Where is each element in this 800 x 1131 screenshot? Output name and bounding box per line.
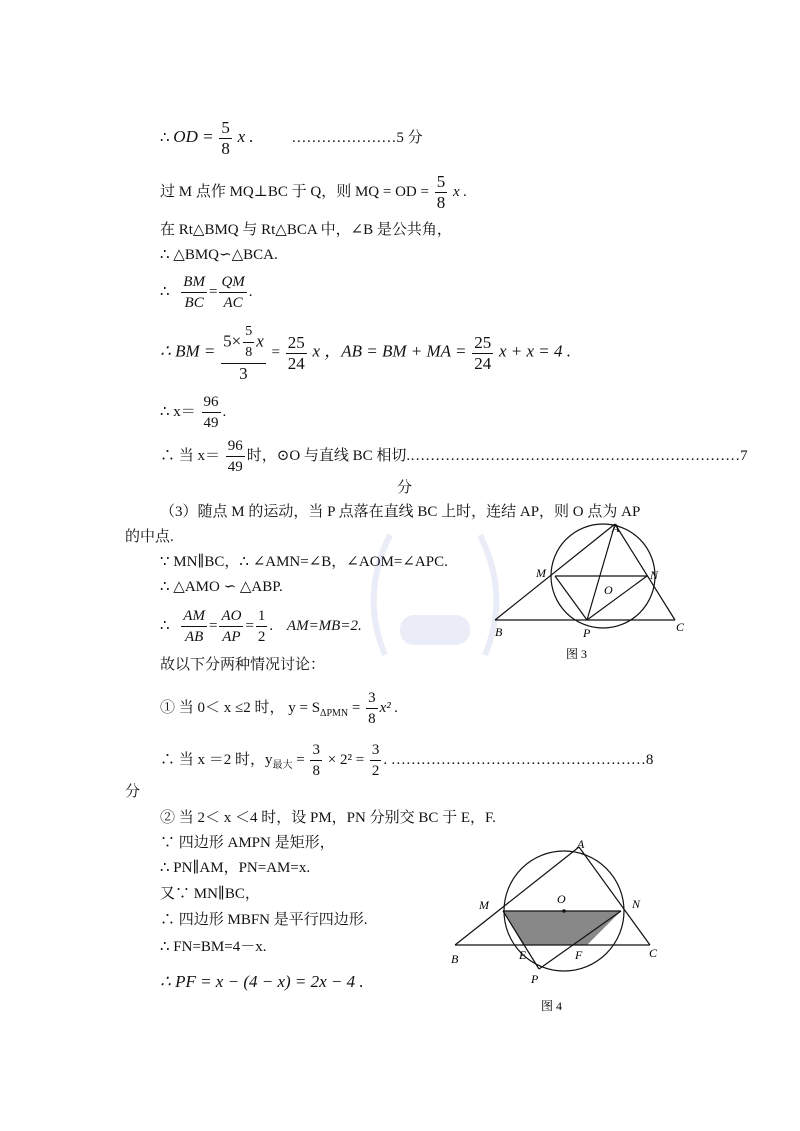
line-similar2: ∴ △AMO ∽ △ABP. [160,579,283,595]
line-rt: 在 Rt△BMQ 与 Rt△BCA 中，∠B 是公共角， [160,222,452,238]
num: 5 [436,172,446,191]
num: AM [181,606,207,627]
line-rectangle: ∵ 四边形 AMPN 是矩形， [160,835,335,851]
num: 5 [221,118,230,137]
line-cases: 故以下分两种情况讨论： [160,657,326,673]
label-M: M [536,566,546,580]
label-O: O [604,583,613,597]
label-N: N [650,568,659,582]
text: 时，⊙O 与直线 BC 相切.…………………………………………………………7 [246,447,748,464]
fraction [219,272,246,313]
line-parallel: ∵ MN∥BC，∴ ∠AMN=∠B，∠AOM=∠APC. [160,554,448,570]
inner-fraction [243,322,254,363]
den: 8 [245,345,253,360]
label-A: A [612,521,620,535]
expr-tail: x + x = 4 . [498,341,572,361]
line-x: ∴ x＝ $\frac{96}{49}$ . [160,394,227,431]
line-bm [160,322,571,384]
line-ymax [160,740,653,781]
subscript: 最大 [272,759,293,771]
line-od [160,118,423,159]
therefore-symbol: ∴ [160,617,170,634]
den: 8 [368,711,376,727]
fraction [221,322,266,384]
num: QM [219,272,246,293]
line-parallelogram: ∴ 四边形 MBFN 是平行四边形. [160,912,368,928]
fraction [219,606,243,647]
den: 49 [227,459,243,475]
line-ratio2: ∴ $\frac{AM}{AB}$ = $\frac{AO}{AP}$ = $\frac{1}{2}$ . AM=MB=2. [160,608,362,645]
den: 2 [257,629,266,645]
expr: × 2² = [327,751,365,768]
num: 5 [243,322,254,343]
line-mnbc: 又∵ MN∥BC， [160,886,260,902]
num: 3 [370,740,382,761]
figure-3 [490,520,700,670]
label-C: C [676,620,685,634]
num: 1 [256,606,268,627]
num-a: 5× [223,331,242,351]
label-B: B [451,952,459,966]
line-part3: （3）随点 M 的运动，当 P 点落在直线 BC 上时，连结 AP，则 O 点为 AP [160,504,641,520]
label-M: M [479,898,489,912]
line-pn: ∴ PN∥AM，PN=AM=x. [160,860,311,876]
fraction [181,272,207,313]
line-case1 [160,688,398,729]
num: 25 [474,332,492,352]
num: 3 [366,688,378,709]
num: 96 [226,436,245,457]
line-fn: ∴ FN=BM=4－x. [160,939,267,955]
figure-4 [445,835,665,1015]
fraction [435,172,448,213]
den: 8 [436,193,446,212]
num: 3 [310,740,322,761]
subscript: ΔPMN [320,707,349,719]
expr: x ，AB = BM + MA = [312,341,467,361]
figure-3-caption: 图 3 [566,647,588,661]
eq: = [271,344,280,361]
label-O: O [557,892,566,906]
den: 8 [312,763,320,779]
den: BC [184,295,204,311]
den: 8 [221,139,230,158]
text: 过 M 点作 MQ⊥BC 于 Q，则 MQ = OD = [160,183,429,200]
fraction [256,606,268,647]
label-B: B [495,625,503,639]
line-pf: ∴ PF = x − (4 − x) = 2x − 4 . [160,972,364,991]
den: 3 [239,364,248,383]
den: AC [223,295,243,311]
line-mq [160,172,467,213]
num [221,322,266,364]
expr-tail: x . [452,183,468,200]
fraction [310,740,322,781]
expr: ① 当 0＜ x ≤2 时， y = S [160,699,321,716]
line-ratio: ∴ $\frac{BM}{BC}$ = $\frac{QM}{AC}$ . [160,274,253,311]
expr-tail: x² . [379,699,399,716]
expr: ∴ x＝ [160,403,196,420]
label-P: P [583,626,591,640]
expr: ∴ BM = [160,341,216,361]
den: 49 [203,415,219,431]
label-E: E [519,948,527,962]
num: 96 [202,392,221,413]
num: BM [181,272,207,293]
line-midpoint: 的中点. [125,529,174,545]
var: x [256,331,264,351]
label-F: F [575,948,583,962]
score-marker: …………………5 分 [291,129,423,146]
eq: = [351,699,361,716]
line-similar: ∴ △BMQ∽△BCA. [160,247,278,263]
eq: = [296,751,305,768]
line-fen2: 分 [125,784,141,800]
line-fen1: 分 [397,480,413,496]
fraction [181,606,207,647]
therefore-symbol: ∴ [160,129,170,146]
fraction [370,740,382,781]
figure-4-caption: 图 4 [541,999,563,1013]
fraction [226,436,245,477]
den: 24 [287,353,305,373]
fraction [472,333,493,374]
num: AO [219,606,243,627]
expr-tail: x . [237,126,254,146]
num: 25 [287,332,305,352]
label-A: A [577,837,585,851]
den: AP [222,629,241,645]
expr: ∴ 当 x ＝2 时，y [160,751,273,768]
label-N: N [632,897,641,911]
expr: ∴ 当 x＝ [160,447,221,464]
expr: OD = [173,126,214,146]
den: 24 [474,353,492,373]
score-marker: . ……………………………………………8 [383,751,654,768]
line-tangent [160,436,748,477]
text: AM=MB=2. [286,617,362,634]
fraction [366,688,378,729]
therefore-symbol: ∴ [160,283,170,300]
fraction [286,333,307,374]
den: 2 [371,763,380,779]
den: AB [184,629,204,645]
fraction [219,118,232,159]
label-P: P [531,972,539,986]
line-case2: ② 当 2＜ x ＜4 时，设 PM，PN 分别交 BC 于 E，F. [160,810,496,826]
fraction [202,392,221,433]
label-C: C [649,946,658,960]
